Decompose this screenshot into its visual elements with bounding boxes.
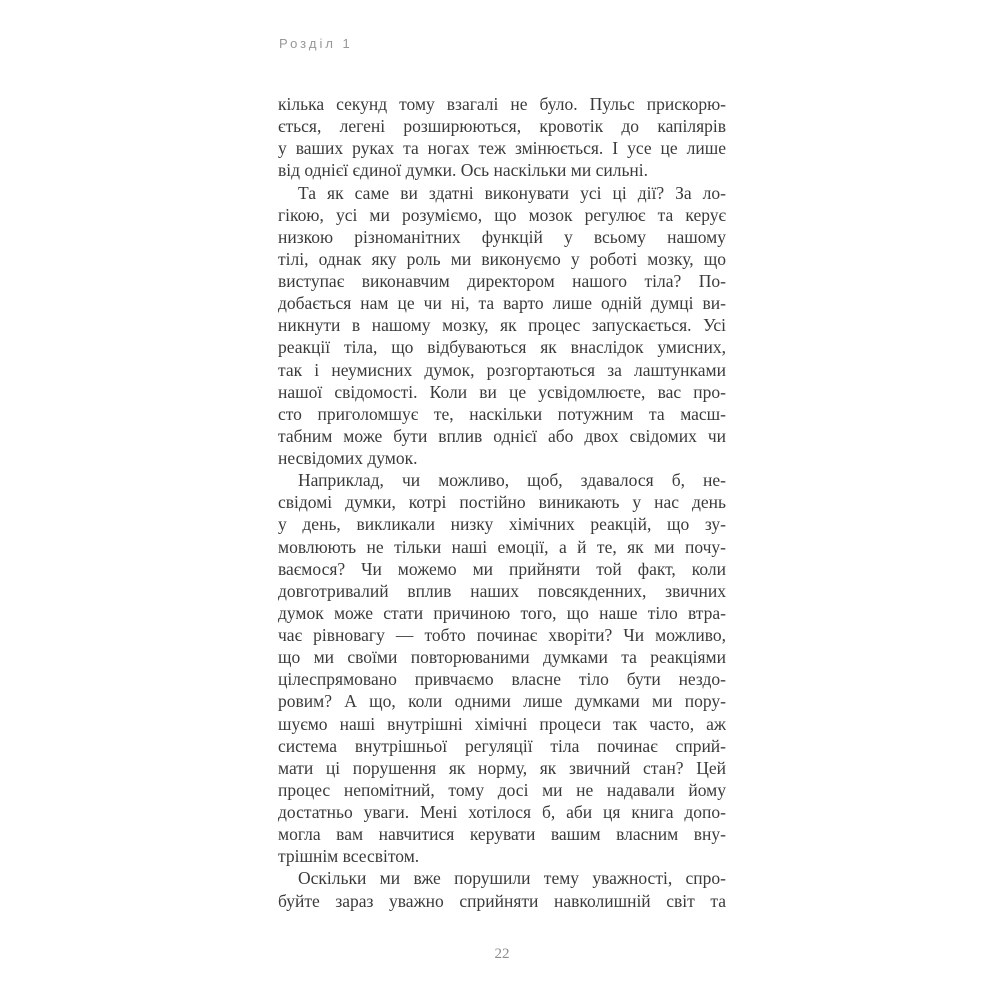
text-line: несвідомих думок. [278,448,418,468]
text-line: могла вам навчитися керувати вашим власним вну- [278,824,726,845]
text-line: ється, легені розширюються, кровотік до капілярів [278,116,726,137]
body-text-block [278,93,726,912]
text-line: сто приголомшує те, наскільки потужним та масш- [278,403,726,424]
text-line: свідомі думки, котрі постійно виникають у нас день [278,492,726,513]
text-line: система внутрішньої регуляції тіла починає сприй- [278,735,726,756]
text-line: буйте зараз уважно сприйняти навколишній світ та [278,890,726,911]
text-line: довготривалий вплив наших повсякденних, звичних [278,580,726,601]
text-line: табним може бути вплив однієї або двох свідомих чи [278,425,726,446]
text-line: у день, викликали низку хімічних реакцій, що зу- [278,514,726,535]
text-line: ровим? А що, коли одними лише думками ми пору- [278,691,726,712]
text-line: Оскільки ми вже порушили тему уважності, спро- [298,868,726,889]
text-line: тілі, однак яку роль ми виконуємо у роботі мозку, що [278,248,726,269]
text-line: реакції тіла, що відбуваються як внаслідок умисних, [278,337,726,358]
text-line: ваємося? Чи можемо ми прийняти той факт, коли [278,558,726,579]
text-line: мати ці порушення як норму, як звичний стан? Цей [278,757,726,778]
text-line: нашої свідомості. Коли ви це усвідомлюєте, вас про- [278,381,726,402]
paragraph [278,867,726,911]
text-line: цілеспрямовано привчаємо власне тіло бути нездо- [278,669,726,690]
text-line: Та як саме ви здатні виконувати усі ці дії? За ло- [298,182,726,203]
text-line: кілька секунд тому взагалі не було. Пульс прискорю- [278,94,726,114]
paragraph [278,182,726,470]
paragraph [278,93,726,182]
text-line: так і неумисних думок, розгортаються за лаштунками [278,359,726,380]
text-line: шуємо наші внутрішні хімічні процеси так часто, аж [278,713,726,734]
chapter-running-header: Розділ 1 [279,36,353,51]
text-line: трішнім всесвітом. [278,846,420,867]
text-line: мовлюють не тільки наші емоції, а й те, як ми почу- [278,536,726,557]
text-line: чає рівновагу — тобто починає хворіти? Чи можливо, [278,625,726,645]
text-line: від однієї єдиної думки. Ось наскільки ми сильні. [278,160,649,181]
text-line: думок може стати причиною того, що наше тіло втра- [278,602,726,623]
text-line: Наприклад, чи можливо, щоб, здавалося б, не- [298,470,726,491]
text-line: що ми своїми повторюваними думками та реакціями [278,647,726,668]
text-line: у ваших руках та ногах теж змінюється. І усе це лише [278,138,726,159]
text-line: добається нам це чи ні, та варто лише одній думці ви- [278,293,726,314]
text-line: виступає виконавчим директором нашого тіла? По- [278,271,726,291]
text-line: гікою, усі ми розуміємо, що мозок регулює та керує [278,204,726,225]
text-line: низкою різноманітних функцій у всьому нашому [278,226,726,247]
paragraph [278,469,726,867]
text-line: никнути в нашому мозку, як процес запускається. Усі [278,315,726,336]
text-line: процес непомітний, тому досі ми не надавали йому [278,779,726,800]
text-line: достатньо уваги. Мені хотілося б, аби ця книга допо- [278,802,726,822]
page-number: 22 [494,946,510,962]
